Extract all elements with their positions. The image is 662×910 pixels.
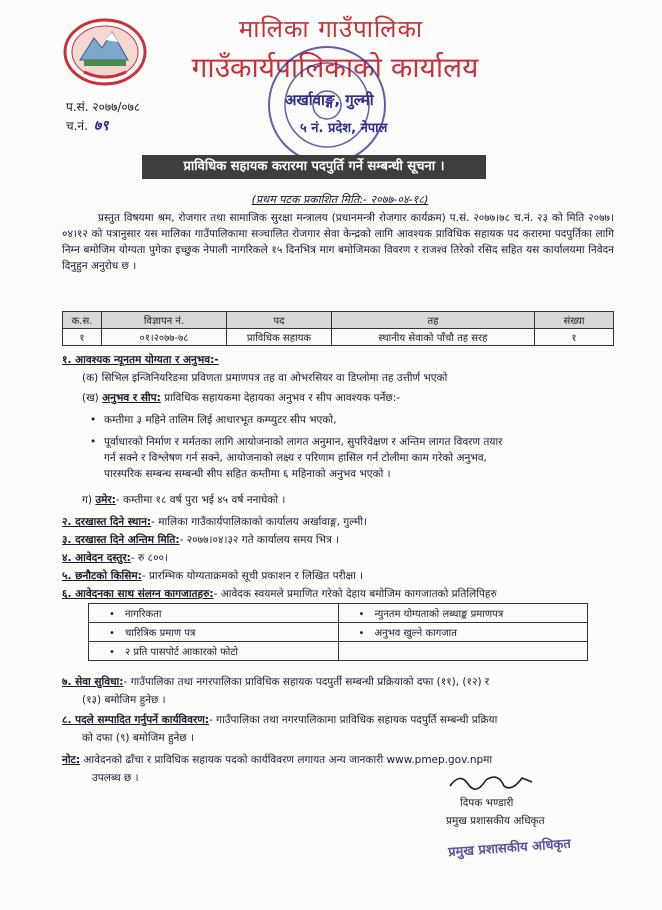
office-title: गाउँकार्यपालिकाको कार्यालय — [191, 51, 479, 84]
doc-item: २ प्रति पासपोर्ट आकारको फोटो — [125, 647, 239, 658]
ga-prefix: ग) — [82, 494, 93, 506]
table-cell: • चारित्रिक प्रमाण पत्र — [89, 623, 339, 642]
office-stamp-line2: ५ नं. प्रदेश, नेपाल — [300, 121, 388, 136]
header-cell: विज्ञापन नं. — [102, 312, 227, 329]
bullet-text: पूर्वाधारको निर्माण र मर्मतका लागि आयोजनाको लागत अनुमान, सुपरिवेक्षण र अन्तिम लागत विवरण तयार — [104, 436, 503, 448]
s5-label: ५. छनौटको किसिम: — [62, 570, 142, 582]
table-row — [89, 642, 588, 661]
s7-line1: - गाउँपालिका तथा नगरपालिका प्राविधिक सहायक पदपुर्ती सम्बन्धी प्रक्रियाको दफा (११), (१२) र — [123, 676, 490, 688]
section-1-kha — [82, 390, 622, 406]
header-cell: पद — [227, 312, 332, 329]
s7-label: ७. सेवा सुविधा: — [62, 676, 124, 688]
table-cell: स्थानीय सेवाको पाँचौ तह सरह — [332, 329, 535, 346]
office-stamp-line1: अर्खावाङ्ग, गुल्मी — [285, 91, 374, 109]
ga-label: उमेर: — [95, 494, 116, 506]
table-cell: • अनुभव खुल्ने कागजात — [338, 623, 588, 642]
table-cell: • २ प्रति पासपोर्ट आकारको फोटो — [89, 642, 339, 661]
section-3 — [62, 532, 622, 548]
section-6 — [62, 586, 622, 602]
dispatch-label: च.नं. — [66, 119, 88, 133]
doc-item: न्युनतम योग्यताको लब्धाङ्क प्रमाणपत्र — [374, 609, 504, 620]
doc-item: नागरिकता — [125, 609, 162, 620]
header-cell: तह — [332, 312, 535, 329]
header-cell: संख्या — [535, 312, 614, 329]
s4-label: ४. आवेदन दस्तुर: — [62, 552, 131, 564]
list-item: • कम्तीमा ३ महिने तालिम लिई आधारभूत कम्प्युटर सीप भएको, — [90, 414, 337, 426]
documents-table — [88, 603, 588, 661]
section-7 — [62, 674, 622, 690]
signature-icon — [446, 770, 536, 792]
designation-stamp: प्रमुख प्रशासकीय अधिकृत — [447, 836, 572, 861]
published-date: (प्रथम पटक प्रकाशित मिति:- २०७७-०४-१८) — [251, 193, 429, 206]
section-1-ga — [82, 492, 622, 508]
doc-item: चारित्रिक प्रमाण पत्र — [125, 628, 196, 639]
dispatch-value: ७९ — [93, 118, 109, 134]
section-1-title: १. आवश्यक न्यूनतम योग्यता र अनुभव:- — [62, 354, 219, 366]
note-line1: आवेदनको ढाँचा र प्राविधिक सहायक पदको कार्यविवरण लगायत अन्य जानकारी www.pmep.gov.npमा — [80, 754, 493, 766]
posts-table-header — [63, 312, 614, 329]
nepal-emblem-icon — [62, 16, 148, 86]
posts-table — [62, 311, 614, 346]
notice-banner: प्राविधिक सहायक करारमा पदपुर्ति गर्ने सम्बन्धी सूचना । — [142, 155, 486, 179]
s3-text: - २०७७।०४।३२ गते कार्यालय समय भित्र । — [179, 534, 340, 546]
s2-label: २. दरखास्त दिने स्थान: — [62, 516, 152, 528]
table-cell: • न्युनतम योग्यताको लब्धाङ्क प्रमाणपत्र — [338, 604, 588, 623]
bullet-text: पारस्परिक सम्बन्ध सम्बन्धी सीप सहित कम्तीमा ६ महिनाको अनुभव भएको । — [104, 468, 391, 480]
s6-label: ६. आवेदनका साथ संलग्न कागजातहरु: — [62, 588, 214, 600]
ga-text: - कम्तीमा १८ वर्ष पुरा भई ४५ वर्ष ननाघेको । — [115, 494, 286, 506]
doc-item: अनुभव खुल्ने कागजात — [374, 628, 457, 639]
table-cell: १ — [535, 329, 614, 346]
kha-text: प्राविधिक सहायकमा देहायका अनुभव र सीप आवश्यक पर्नेछ:- — [160, 392, 401, 404]
list-item: • पूर्वाधारको निर्माण र मर्मतका लागि आयोजनाको लागत अनुमान, सुपरिवेक्षण र अन्तिम लागत विवरण तयार गर्न सक्ने र विश्लेषण गर्न सक्ने, आयोजनाको लक्ष्य र परिणाम हासिल गर्न टोलीमा काम गरेको अनुभव, पारस्परिक सम्बन्ध सम्बन्धी सीप सहित कम्तीमा ६ महिनाको अनुभव भएको । — [90, 434, 620, 486]
section-5 — [62, 568, 622, 584]
kha-label: अनुभव र सीप: — [102, 392, 161, 404]
section-2 — [62, 514, 622, 530]
s2-text: - मालिका गाउँकार्यपालिकाको कार्यालय अर्खावाङ्ग, गुल्मी। — [151, 516, 368, 528]
section-1-ka: (क) सिभिल इन्जिनियरिङमा प्रविणता प्रमाणपत्र तह वा ओभरसियर वा डिप्लोमा तह उत्तीर्ण भएको — [82, 372, 448, 384]
bullet-text: गर्न सक्ने र विश्लेषण गर्न सक्ने, आयोजनाको लक्ष्य र परिणाम हासिल गर्न टोलीमा काम गरेको अनुभव, — [104, 452, 487, 464]
note — [62, 752, 622, 768]
table-cell: १ — [63, 329, 102, 346]
bullet-text: कम्तीमा ३ महिने तालिम लिई आधारभूत कम्प्युटर सीप भएको, — [104, 414, 337, 426]
note-cont: उपलब्ध छ । — [92, 772, 139, 784]
s8-label: ८. पदले सम्पादित गर्नुपर्ने कार्यविवरण: — [62, 714, 210, 726]
section-4 — [62, 550, 622, 566]
table-cell: • नागरिकता — [89, 604, 339, 623]
s6-text: - आवेदक स्वयमले प्रमाणित गरेको देहाय बमोजिम कागजातको प्रतिलिपिहरु — [213, 588, 497, 600]
header-cell: क.स. — [63, 312, 102, 329]
note-label: नोट: — [62, 754, 81, 766]
table-row — [89, 604, 588, 623]
intro-text: प्रस्तुत विषयमा श्रम, रोजगार तथा सामाजिक सुरक्षा मन्त्रालय (प्रधानमन्त्री रोजगार कार्यक्रम) प.सं. २०७७।७८ च.नं. २३ को मिति २०७७।०४।१२ को पत्रानुसार यस मालिका गाउँपालिकामा सञ्चालित रोजगार सेवा केन्द्रको लागि आवश्यक प्राविधिक सहायक पद करारमा पदपुर्तिका लागि निम्न बमोजिम योग्यता पुगेका इच्छुक नेपाली नागरिकले १५ दिनभित्र माग बमोजिमका विवरण र राजश्व तिरेको रसिद सहित यस कार्यालयमा निवेदन दिनुहुन अनुरोध छ । — [62, 212, 614, 272]
table-row — [63, 329, 614, 346]
table-cell — [338, 642, 588, 661]
table-row — [89, 623, 588, 642]
s8-line1: - गाउँपालिका तथा नगरपालिकामा प्राविधिक सहायक पदपुर्ति सम्बन्धी प्रक्रिया — [209, 714, 498, 726]
signer-designation: प्रमुख प्रशासकीय अधिकृत — [446, 815, 545, 827]
table-cell: ०१।२०७७-७८ — [102, 329, 227, 346]
section-8-cont: को दफा (९) बमोजिम हुनेछ । — [82, 732, 195, 744]
section-7-cont: (१३) बमोजिम हुनेछ । — [82, 694, 166, 706]
signer-name: दिपक भण्डारी — [460, 797, 514, 809]
kha-prefix: (ख) — [82, 392, 99, 404]
s5-text: - प्रारम्भिक योग्यताक्रमको सूची प्रकाशन र लिखित परीक्षा । — [141, 570, 364, 582]
intro-paragraph — [62, 210, 614, 274]
section-8 — [62, 712, 622, 728]
table-cell: प्राविधिक सहायक — [227, 329, 332, 346]
s4-text: - रु ८००। — [130, 552, 168, 564]
municipality-title: मालिका गाउँपालिका — [238, 15, 424, 43]
dispatch-number — [66, 116, 108, 135]
reference-number: प.सं. २०७७/०७८ — [66, 100, 141, 114]
s3-label: ३. दरखास्त दिने अन्तिम मिति: — [62, 534, 180, 546]
